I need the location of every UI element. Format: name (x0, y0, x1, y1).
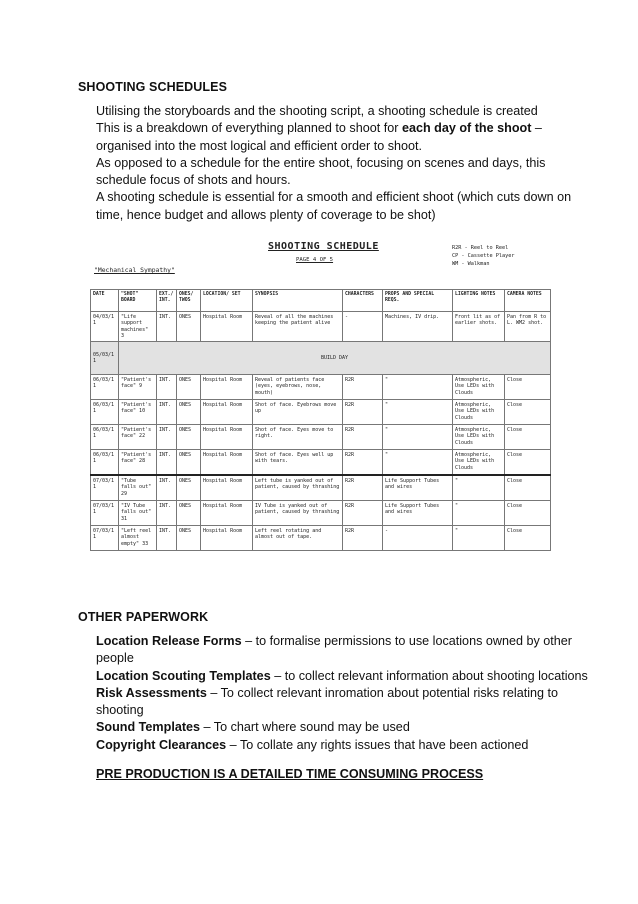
schedule-cell: Atmospheric, Use LEDs with Clouds (453, 400, 505, 425)
paperwork-item-title: Location Scouting Templates (96, 668, 271, 683)
schedule-cell: Close (505, 526, 551, 551)
schedule-cell: INT. (157, 526, 177, 551)
build-day-row (91, 342, 551, 375)
schedule-cell: ONES (177, 312, 201, 342)
column-header: "SHOT" BOARD (119, 290, 157, 312)
schedule-cell: - (343, 312, 383, 342)
schedule-cell: ONES (177, 375, 201, 400)
schedule-cell: 04/03/11 (91, 312, 119, 342)
schedule-cell: Atmospheric, Use LEDs with Clouds (453, 450, 505, 476)
schedule-cell: INT. (157, 501, 177, 526)
column-header: CHARACTERS (343, 290, 383, 312)
column-header: PROPS AND SPECIAL REQS. (383, 290, 453, 312)
schedule-cell: Hospital Room (201, 526, 253, 551)
schedule-cell: ONES (177, 475, 201, 501)
column-header: LIGHTING NOTES (453, 290, 505, 312)
line-text: – (531, 121, 542, 136)
schedule-cell: "Patient's face" 9 (119, 375, 157, 400)
schedule-cell: INT. (157, 312, 177, 342)
schedule-row (91, 501, 551, 526)
schedule-cell: Hospital Room (201, 501, 253, 526)
paperwork-item-text: shooting (96, 703, 144, 718)
production-title: "Mechanical Sympathy" (94, 266, 175, 274)
schedule-cell: Shot of face. Eyes well up with tears. (253, 450, 343, 476)
shooting-schedule-description (96, 103, 572, 224)
paperwork-item-title: Copyright Clearances (96, 737, 227, 752)
schedule-cell: R2R (343, 501, 383, 526)
schedule-cell: "Left reel almost empty" 33 (119, 526, 157, 551)
schedule-cell: " (383, 425, 453, 450)
schedule-cell: Close (505, 425, 551, 450)
schedule-cell: R2R (343, 400, 383, 425)
description-line (96, 155, 566, 172)
paperwork-item-title: Risk Assessments (96, 685, 207, 700)
emphasis-text: each day of the shoot (401, 121, 532, 136)
schedule-cell: IV Tube is yanked out of patient, caused by thrashing (253, 501, 343, 526)
schedule-cell: Left reel rotating and almost out of tape. (253, 526, 343, 551)
schedule-cell: " (453, 475, 505, 501)
schedule-cell: INT. (157, 375, 177, 400)
paperwork-item (96, 702, 566, 719)
line-text: A shooting schedule is essential for a smooth and efficient shoot (which cuts down on (96, 190, 572, 205)
schedule-cell: Atmospheric, Use LEDs with Clouds (453, 375, 505, 400)
line-text: As opposed to a schedule for the entire shoot, focusing on scenes and days, this (96, 155, 546, 170)
schedule-row (91, 312, 551, 342)
schedule-cell: "IV Tube falls out" 31 (119, 501, 157, 526)
schedule-cell: 06/03/11 (91, 450, 119, 476)
schedule-cell: Close (505, 375, 551, 400)
schedule-row (91, 375, 551, 400)
schedule-cell: Life Support Tubes and wires (383, 501, 453, 526)
schedule-cell: Left tube is yanked out of patient, caused by thrashing (253, 475, 343, 501)
schedule-cell: ONES (177, 450, 201, 476)
paperwork-item (96, 737, 566, 754)
paperwork-list (96, 633, 588, 754)
schedule-cell: "Tube falls out" 29 (119, 475, 157, 501)
shooting-schedule-image (90, 241, 550, 575)
schedule-row (91, 450, 551, 476)
legend-item: CP - Cassette Player (452, 253, 515, 259)
schedule-cell: R2R (343, 450, 383, 476)
description-line (96, 103, 566, 120)
schedule-row (91, 526, 551, 551)
column-header: SYNOPSIS (253, 290, 343, 312)
schedule-cell: ONES (177, 526, 201, 551)
schedule-cell: ONES (177, 400, 201, 425)
schedule-cell: Shot of face. Eyebrows move up (253, 400, 343, 425)
paperwork-item-text: people (96, 651, 134, 666)
schedule-table (90, 289, 551, 551)
column-header: LOCATION/ SET (201, 290, 253, 312)
schedule-cell: Reveal of patients face (eyes, eyebrows, nose, mouth) (253, 375, 343, 400)
schedule-cell: "Patient's face" 28 (119, 450, 157, 476)
schedule-cell: Shot of face. Eyes move to right. (253, 425, 343, 450)
paperwork-item (96, 650, 566, 667)
schedule-row (91, 475, 551, 501)
schedule-cell: INT. (157, 400, 177, 425)
schedule-header-row (91, 290, 551, 312)
schedule-cell: " (383, 400, 453, 425)
line-text: schedule focus of shots and hours. (96, 173, 291, 188)
schedule-cell: R2R (343, 375, 383, 400)
schedule-cell: INT. (157, 425, 177, 450)
schedule-cell: 07/03/11 (91, 475, 119, 501)
description-line (96, 189, 572, 206)
schedule-cell: ONES (177, 425, 201, 450)
build-day-date: 05/03/11 (91, 342, 119, 375)
schedule-cell: "Patient's face" 10 (119, 400, 157, 425)
schedule-cell: Close (505, 475, 551, 501)
schedule-cell: Life Support Tubes and wires (383, 475, 453, 501)
paperwork-item-text: – To collect relevant inromation about potential risks relating to (206, 685, 559, 700)
schedule-title: SHOOTING SCHEDULE (268, 241, 379, 252)
schedule-cell: Close (505, 400, 551, 425)
schedule-cell: INT. (157, 475, 177, 501)
schedule-cell: " (383, 450, 453, 476)
line-text: time, hence budget and allows plenty of coverage to be shot) (96, 207, 436, 222)
schedule-cell: Hospital Room (201, 375, 253, 400)
schedule-cell: 06/03/11 (91, 425, 119, 450)
schedule-page-number: PAGE 4 OF 5 (296, 257, 334, 263)
column-header: EXT./ INT. (157, 290, 177, 312)
schedule-cell: Atmospheric, Use LEDs with Clouds (453, 425, 505, 450)
schedule-cell: INT. (157, 450, 177, 476)
schedule-cell: " (453, 501, 505, 526)
schedule-cell: 06/03/11 (91, 400, 119, 425)
schedule-cell: " (453, 526, 505, 551)
schedule-cell: Close (505, 450, 551, 476)
paperwork-item-title: Location Release Forms (96, 634, 242, 648)
schedule-cell: "Patient's face" 22 (119, 425, 157, 450)
schedule-cell: Front lit as of earlier shots. (453, 312, 505, 342)
schedule-cell: 06/03/11 (91, 375, 119, 400)
section-heading-shooting-schedules: SHOOTING SCHEDULES (78, 80, 228, 94)
schedule-cell: Pan from R to L. WM2 shot. (505, 312, 551, 342)
schedule-cell: 07/03/11 (91, 526, 119, 551)
paperwork-item (96, 685, 566, 702)
section-heading-other-paperwork: OTHER PAPERWORK (78, 610, 209, 624)
column-header: DATE (91, 290, 119, 312)
paperwork-item-text: – To chart where sound may be used (200, 720, 410, 735)
schedule-body (91, 312, 551, 551)
schedule-cell: "Life support machines" 3 (119, 312, 157, 342)
description-line (96, 138, 566, 155)
line-text: This is a breakdown of everything planned to shoot for (96, 121, 402, 136)
line-text: organised into the most logical and efficient order to shoot. (96, 138, 423, 153)
schedule-cell: R2R (343, 526, 383, 551)
schedule-cell: Reveal of all the machines keeping the patient alive (253, 312, 343, 342)
description-line (96, 172, 566, 189)
paperwork-item-text: – To collate any rights issues that have been actioned (226, 737, 529, 752)
schedule-cell: Hospital Room (201, 450, 253, 476)
description-line (96, 207, 566, 224)
legend-item: WM - Walkman (452, 261, 490, 267)
schedule-row (91, 400, 551, 425)
schedule-cell: Hospital Room (201, 400, 253, 425)
schedule-cell: ONES (177, 501, 201, 526)
paperwork-item (96, 633, 572, 650)
legend-item: R2R - Reel to Reel (452, 245, 509, 251)
schedule-cell: Close (505, 501, 551, 526)
description-line (96, 120, 566, 137)
schedule-row (91, 425, 551, 450)
schedule-cell: - (383, 526, 453, 551)
paperwork-item (96, 719, 566, 736)
schedule-cell: R2R (343, 475, 383, 501)
line-text: Utilising the storyboards and the shooting script, a shooting schedule is created (96, 104, 538, 118)
column-header: CAMERA NOTES (505, 290, 551, 312)
paperwork-item-text: – to collect relevant information about shooting locations (270, 668, 588, 683)
schedule-cell: Machines, IV drip. (383, 312, 453, 342)
schedule-cell: R2R (343, 425, 383, 450)
paperwork-item-title: Sound Templates (96, 720, 201, 735)
schedule-cell: " (383, 375, 453, 400)
paperwork-item (96, 668, 588, 685)
column-header: ONES/ TWOS (177, 290, 201, 312)
build-day-label: BUILD DAY (119, 342, 551, 375)
schedule-legend (452, 244, 514, 268)
paperwork-item-text: – to formalise permissions to use locations owned by other (241, 634, 572, 648)
schedule-cell: Hospital Room (201, 312, 253, 342)
schedule-cell: 07/03/11 (91, 501, 119, 526)
schedule-cell: Hospital Room (201, 425, 253, 450)
pre-production-statement: PRE PRODUCTION IS A DETAILED TIME CONSUMING PROCESS (96, 767, 484, 781)
schedule-cell: Hospital Room (201, 475, 253, 501)
